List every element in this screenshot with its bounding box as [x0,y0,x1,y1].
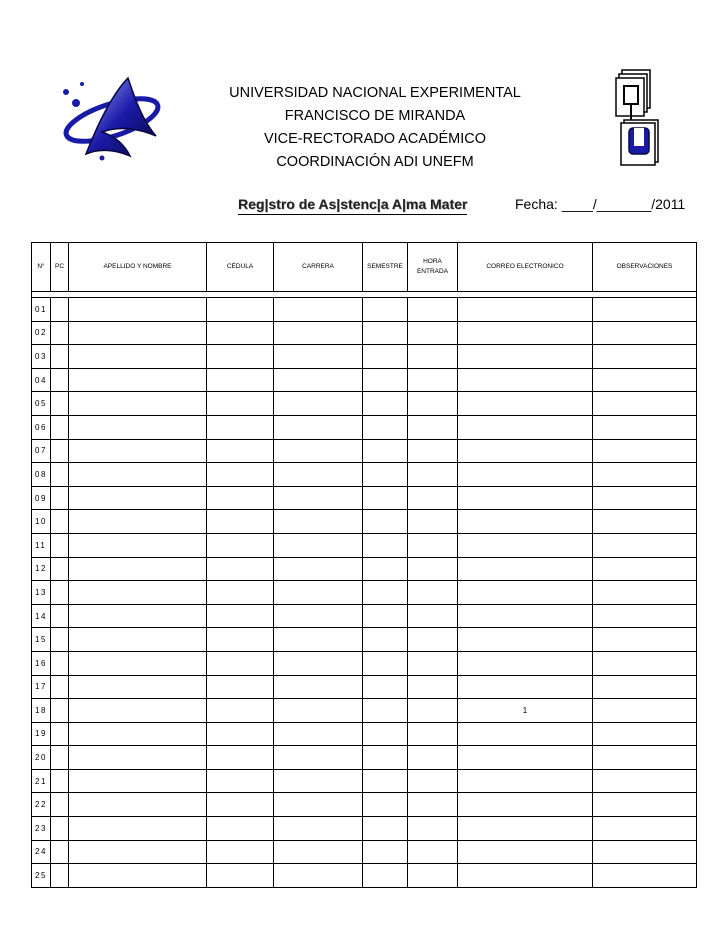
cell-apellido-nombre [69,510,207,534]
row-number: 05 [32,392,51,416]
cell-apellido-nombre [69,864,207,888]
cell-semestre [363,510,408,534]
cell-cedula [207,368,274,392]
row-number: 08 [32,463,51,487]
cell-apellido-nombre [69,840,207,864]
cell-cedula [207,298,274,322]
cell-apellido-nombre [69,439,207,463]
cell-semestre [363,321,408,345]
cell-cedula [207,840,274,864]
cell-observaciones [593,604,697,628]
cell-hora-entrada [408,439,458,463]
cell-semestre [363,298,408,322]
cell-correo [458,817,593,841]
row-number: 17 [32,675,51,699]
cell-semestre [363,392,408,416]
cell-apellido-nombre [69,533,207,557]
cell-correo [458,510,593,534]
cell-correo [458,651,593,675]
cell-apellido-nombre [69,486,207,510]
cell-observaciones [593,533,697,557]
header-line-2: FRANCISCO DE MIRANDA [284,108,466,124]
cell-carrera [274,604,363,628]
cell-cedula [207,817,274,841]
cell-semestre [363,651,408,675]
cell-hora-entrada [408,415,458,439]
table-header-row [32,243,697,292]
cell-cedula [207,557,274,581]
cell-observaciones [593,840,697,864]
row-number: 02 [32,321,51,345]
table-row [32,581,697,605]
row-number: 18 [32,699,51,723]
cell-carrera [274,321,363,345]
cell-observaciones [593,651,697,675]
row-number: 13 [32,581,51,605]
cell-cedula [207,439,274,463]
cell-semestre [363,533,408,557]
cell-pc [51,298,69,322]
col-header-cedula: CÉDULA [207,243,274,292]
cell-semestre [363,793,408,817]
cell-carrera [274,533,363,557]
cell-carrera [274,581,363,605]
cell-correo [458,675,593,699]
cell-observaciones [593,486,697,510]
row-number: 24 [32,840,51,864]
cell-apellido-nombre [69,628,207,652]
cell-hora-entrada [408,628,458,652]
cell-carrera [274,817,363,841]
cell-correo [458,463,593,487]
cell-correo [458,345,593,369]
table-row [32,510,697,534]
cell-hora-entrada [408,746,458,770]
page-marker: 1 [458,699,593,723]
cell-correo [458,793,593,817]
cell-observaciones [593,675,697,699]
cell-cedula [207,628,274,652]
cell-hora-entrada [408,769,458,793]
cell-hora-entrada [408,864,458,888]
cell-semestre [363,699,408,723]
cell-correo [458,746,593,770]
row-number: 01 [32,298,51,322]
row-number: 14 [32,604,51,628]
cell-semestre [363,557,408,581]
cell-pc [51,604,69,628]
header-line-1: UNIVERSIDAD NACIONAL EXPERIMENTAL [229,85,521,101]
cell-hora-entrada [408,345,458,369]
cell-carrera [274,840,363,864]
cell-cedula [207,769,274,793]
cell-carrera [274,439,363,463]
table-row [32,368,697,392]
row-number: 03 [32,345,51,369]
row-number: 16 [32,651,51,675]
cell-pc [51,581,69,605]
cell-semestre [363,439,408,463]
cell-semestre [363,864,408,888]
cell-semestre [363,604,408,628]
table-row [32,769,697,793]
col-header-numero: N° [32,243,51,292]
cell-carrera [274,651,363,675]
cell-semestre [363,817,408,841]
cell-correo [458,368,593,392]
cell-hora-entrada [408,604,458,628]
cell-cedula [207,722,274,746]
cell-pc [51,533,69,557]
cell-semestre [363,415,408,439]
cell-correo [458,722,593,746]
row-number: 09 [32,486,51,510]
cell-carrera [274,769,363,793]
col-header-correo: CORREO ELECTRONICO [458,243,593,292]
cell-carrera [274,415,363,439]
cell-semestre [363,769,408,793]
cell-hora-entrada [408,699,458,723]
cell-observaciones [593,581,697,605]
cell-carrera [274,675,363,699]
cell-correo [458,415,593,439]
cell-carrera [274,628,363,652]
table-row [32,439,697,463]
cell-apellido-nombre [69,722,207,746]
cell-pc [51,628,69,652]
row-number: 10 [32,510,51,534]
cell-pc [51,321,69,345]
table-row [32,463,697,487]
cell-pc [51,368,69,392]
row-number: 20 [32,746,51,770]
cell-observaciones [593,439,697,463]
cell-semestre [363,368,408,392]
cell-cedula [207,651,274,675]
col-header-hora-entrada: HORA ENTRADA [408,243,458,292]
cell-correo [458,321,593,345]
cell-apellido-nombre [69,463,207,487]
table-row [32,533,697,557]
cell-hora-entrada [408,817,458,841]
table-row [32,840,697,864]
cell-hora-entrada [408,510,458,534]
row-number: 21 [32,769,51,793]
cell-observaciones [593,298,697,322]
cell-observaciones [593,557,697,581]
table-row [32,746,697,770]
cell-pc [51,817,69,841]
cell-correo [458,604,593,628]
cell-hora-entrada [408,392,458,416]
table-row [32,651,697,675]
cell-hora-entrada [408,722,458,746]
cell-pc [51,864,69,888]
cell-cedula [207,604,274,628]
col-header-pc: PC [51,243,69,292]
cell-observaciones [593,793,697,817]
table-row [32,321,697,345]
cell-hora-entrada [408,675,458,699]
cell-apellido-nombre [69,793,207,817]
table-row [32,415,697,439]
cell-apellido-nombre [69,557,207,581]
cell-apellido-nombre [69,769,207,793]
registro-title: Reg|stro de As|stenc|a A|ma Mater [238,196,467,215]
cell-carrera [274,793,363,817]
cell-hora-entrada [408,463,458,487]
cell-observaciones [593,415,697,439]
table-row [32,722,697,746]
cell-correo [458,840,593,864]
row-number: 11 [32,533,51,557]
cell-apellido-nombre [69,817,207,841]
cell-apellido-nombre [69,415,207,439]
cell-correo [458,581,593,605]
cell-cedula [207,345,274,369]
cell-observaciones [593,392,697,416]
cell-observaciones [593,463,697,487]
cell-correo [458,298,593,322]
header-line-4: COORDINACIÓN ADI UNEFM [276,154,474,170]
table-row [32,557,697,581]
cell-apellido-nombre [69,298,207,322]
cell-apellido-nombre [69,699,207,723]
cell-hora-entrada [408,581,458,605]
cell-observaciones [593,321,697,345]
cell-semestre [363,675,408,699]
cell-hora-entrada [408,840,458,864]
cell-pc [51,345,69,369]
row-number: 22 [32,793,51,817]
cell-observaciones [593,628,697,652]
cell-semestre [363,746,408,770]
cell-pc [51,415,69,439]
cell-carrera [274,722,363,746]
cell-carrera [274,486,363,510]
row-number: 19 [32,722,51,746]
cell-carrera [274,392,363,416]
cell-carrera [274,368,363,392]
fecha-field: Fecha: ____/_______/2011 [515,196,686,212]
cell-hora-entrada [408,793,458,817]
cell-pc [51,557,69,581]
cell-correo [458,392,593,416]
cell-cedula [207,864,274,888]
cell-semestre [363,345,408,369]
cell-correo [458,533,593,557]
cell-apellido-nombre [69,368,207,392]
cell-observaciones [593,722,697,746]
cell-observaciones [593,510,697,534]
row-number: 04 [32,368,51,392]
cell-apellido-nombre [69,345,207,369]
cell-pc [51,793,69,817]
cell-carrera [274,345,363,369]
cell-observaciones [593,817,697,841]
cell-correo [458,557,593,581]
cell-pc [51,746,69,770]
cell-pc [51,510,69,534]
cell-apellido-nombre [69,321,207,345]
cell-semestre [363,581,408,605]
cell-cedula [207,793,274,817]
row-number: 15 [32,628,51,652]
cell-carrera [274,864,363,888]
cell-pc [51,439,69,463]
cell-apellido-nombre [69,675,207,699]
cell-semestre [363,486,408,510]
cell-carrera [274,298,363,322]
row-number: 12 [32,557,51,581]
table-row [32,604,697,628]
cell-pc [51,463,69,487]
table-row [32,298,697,322]
row-number: 23 [32,817,51,841]
cell-observaciones [593,699,697,723]
cell-cedula [207,463,274,487]
cell-pc [51,722,69,746]
cell-observaciones [593,368,697,392]
cell-semestre [363,463,408,487]
cell-carrera [274,699,363,723]
cell-observaciones [593,746,697,770]
cell-pc [51,769,69,793]
cell-observaciones [593,864,697,888]
cell-correo [458,769,593,793]
cell-hora-entrada [408,368,458,392]
table-row [32,675,697,699]
col-header-semestre: SEMESTRE [363,243,408,292]
cell-apellido-nombre [69,746,207,770]
table-row [32,699,697,723]
attendance-table [31,242,697,888]
cell-cedula [207,415,274,439]
cell-hora-entrada [408,298,458,322]
cell-cedula [207,486,274,510]
cell-apellido-nombre [69,581,207,605]
table-row [32,628,697,652]
table-row [32,864,697,888]
cell-hora-entrada [408,651,458,675]
unefm-logo [52,70,164,162]
cell-correo [458,439,593,463]
cell-hora-entrada [408,486,458,510]
university-header [210,82,540,174]
col-header-apellido-nombre: APELLIDO Y NOMBRE [69,243,207,292]
cell-cedula [207,392,274,416]
table-row [32,817,697,841]
cell-cedula [207,746,274,770]
cell-apellido-nombre [69,651,207,675]
cell-apellido-nombre [69,392,207,416]
cell-cedula [207,533,274,557]
table-row [32,345,697,369]
cell-correo [458,486,593,510]
cell-observaciones [593,769,697,793]
cell-hora-entrada [408,321,458,345]
adi-logo [612,68,660,166]
row-number: 07 [32,439,51,463]
cell-observaciones [593,345,697,369]
cell-carrera [274,510,363,534]
table-row [32,793,697,817]
cell-correo [458,864,593,888]
row-number: 25 [32,864,51,888]
cell-hora-entrada [408,533,458,557]
row-number: 06 [32,415,51,439]
cell-apellido-nombre [69,604,207,628]
cell-semestre [363,722,408,746]
cell-cedula [207,581,274,605]
cell-pc [51,840,69,864]
cell-pc [51,699,69,723]
cell-pc [51,392,69,416]
table-row [32,392,697,416]
cell-semestre [363,628,408,652]
cell-pc [51,675,69,699]
cell-carrera [274,463,363,487]
cell-semestre [363,840,408,864]
cell-pc [51,651,69,675]
col-header-carrera: CARRERA [274,243,363,292]
cell-carrera [274,557,363,581]
col-header-observaciones: OBSERVACIONES [593,243,697,292]
cell-pc [51,486,69,510]
table-body [32,292,697,888]
cell-cedula [207,699,274,723]
cell-cedula [207,675,274,699]
header-line-3: VICE-RECTORADO ACADÉMICO [263,131,487,147]
cell-correo [458,628,593,652]
cell-cedula [207,510,274,534]
cell-hora-entrada [408,557,458,581]
cell-cedula [207,321,274,345]
table-row [32,486,697,510]
cell-carrera [274,746,363,770]
